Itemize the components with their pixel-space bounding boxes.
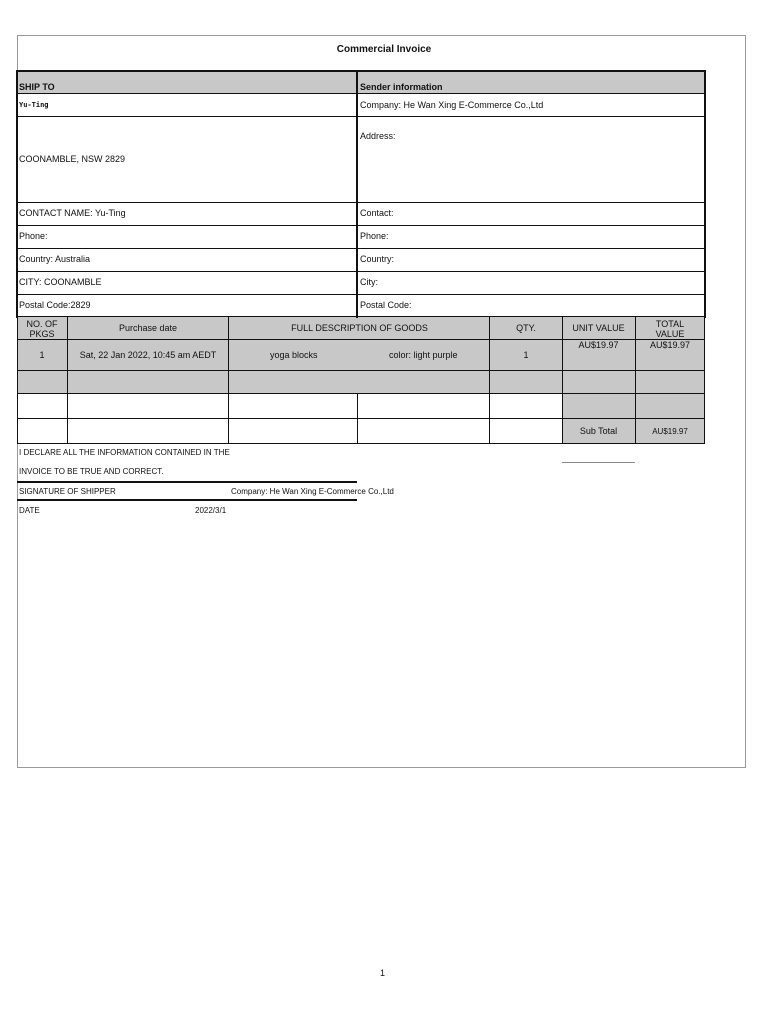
goods-line <box>17 339 705 340</box>
goods-line <box>17 418 705 419</box>
row-qty: 1 <box>490 340 562 371</box>
row-total-value: AU$19.97 <box>635 340 705 371</box>
ship-to-header: SHIP TO <box>17 71 358 94</box>
goods-line <box>17 443 705 444</box>
col-header-purchase-date: Purchase date <box>67 317 229 340</box>
ship-to-country: Country: Australia <box>19 254 91 264</box>
empty-row-gray <box>17 371 705 394</box>
row-unit-value: AU$19.97 <box>562 340 635 371</box>
signature-label: SIGNATURE OF SHIPPER <box>19 487 116 496</box>
col-header-description: FULL DESCRIPTION OF GOODS <box>229 317 490 340</box>
declaration-line-2: INVOICE TO BE TRUE AND CORRECT. <box>19 467 164 476</box>
row-color: color: light purple <box>389 350 458 360</box>
info-line <box>17 202 705 203</box>
sender-city: City: <box>360 277 378 287</box>
goods-line <box>17 370 705 371</box>
col-header-qty: QTY. <box>490 317 562 340</box>
row-description: yoga blocks <box>270 350 318 360</box>
goods-col-line <box>357 394 358 444</box>
sender-country: Country: <box>360 254 395 264</box>
ship-to-postal: Postal Code:2829 <box>19 300 91 310</box>
signature-value: Company: He Wan Xing E-Commerce Co.,Ltd <box>231 487 394 496</box>
info-line <box>17 225 705 226</box>
date-label: DATE <box>19 506 40 515</box>
table-border-mid <box>356 70 358 318</box>
goods-col-line <box>562 317 563 444</box>
sender-phone: Phone: <box>360 231 389 241</box>
ship-to-address: COONAMBLE, NSW 2829 <box>19 153 126 164</box>
sender-contact: Contact: <box>360 208 394 218</box>
col-header-total-value: TOTAL VALUE <box>635 317 705 340</box>
info-line <box>17 248 705 249</box>
empty-unit-cell <box>562 394 705 419</box>
sender-postal: Postal Code: <box>360 300 412 310</box>
goods-col-line <box>489 317 490 444</box>
table-border-right <box>704 70 706 318</box>
subtotal-value: AU$19.97 <box>635 419 705 443</box>
sender-address: Address: <box>360 131 396 141</box>
table-border-top <box>16 70 706 72</box>
sender-header: Sender information <box>358 71 705 94</box>
date-rule <box>17 499 357 501</box>
info-line <box>17 294 705 295</box>
info-line <box>17 271 705 272</box>
ship-to-name: Yu-Ting <box>19 100 49 109</box>
subtotal-label: Sub Total <box>562 419 635 443</box>
goods-col-line <box>67 317 68 444</box>
table-border-left <box>16 70 18 318</box>
info-line <box>17 316 705 317</box>
signature-blank-line <box>562 462 635 463</box>
ship-to-contact: CONTACT NAME: Yu-Ting <box>19 208 126 218</box>
row-pkgs: 1 <box>17 340 67 371</box>
page-number: 1 <box>380 968 386 978</box>
col-header-pkgs: NO. OF PKGS <box>17 317 67 340</box>
ship-to-phone: Phone: <box>19 231 48 241</box>
row-purchase-date: Sat, 22 Jan 2022, 10:45 am AEDT <box>67 340 229 371</box>
goods-col-line <box>635 317 636 444</box>
invoice-title: Commercial Invoice <box>336 44 432 55</box>
info-line <box>17 93 705 94</box>
info-line <box>17 116 705 117</box>
sender-company: Company: He Wan Xing E-Commerce Co.,Ltd <box>360 99 544 110</box>
declaration-line-1: I DECLARE ALL THE INFORMATION CONTAINED IN THE <box>19 448 230 457</box>
signature-rule <box>17 481 357 483</box>
goods-line <box>17 393 705 394</box>
col-header-unit-value: UNIT VALUE <box>562 317 635 340</box>
ship-to-city: CITY: COONAMBLE <box>19 277 102 287</box>
goods-col-line <box>228 317 229 444</box>
goods-col-line <box>17 317 18 444</box>
goods-col-line <box>704 317 705 444</box>
date-value: 2022/3/1 <box>195 506 227 515</box>
